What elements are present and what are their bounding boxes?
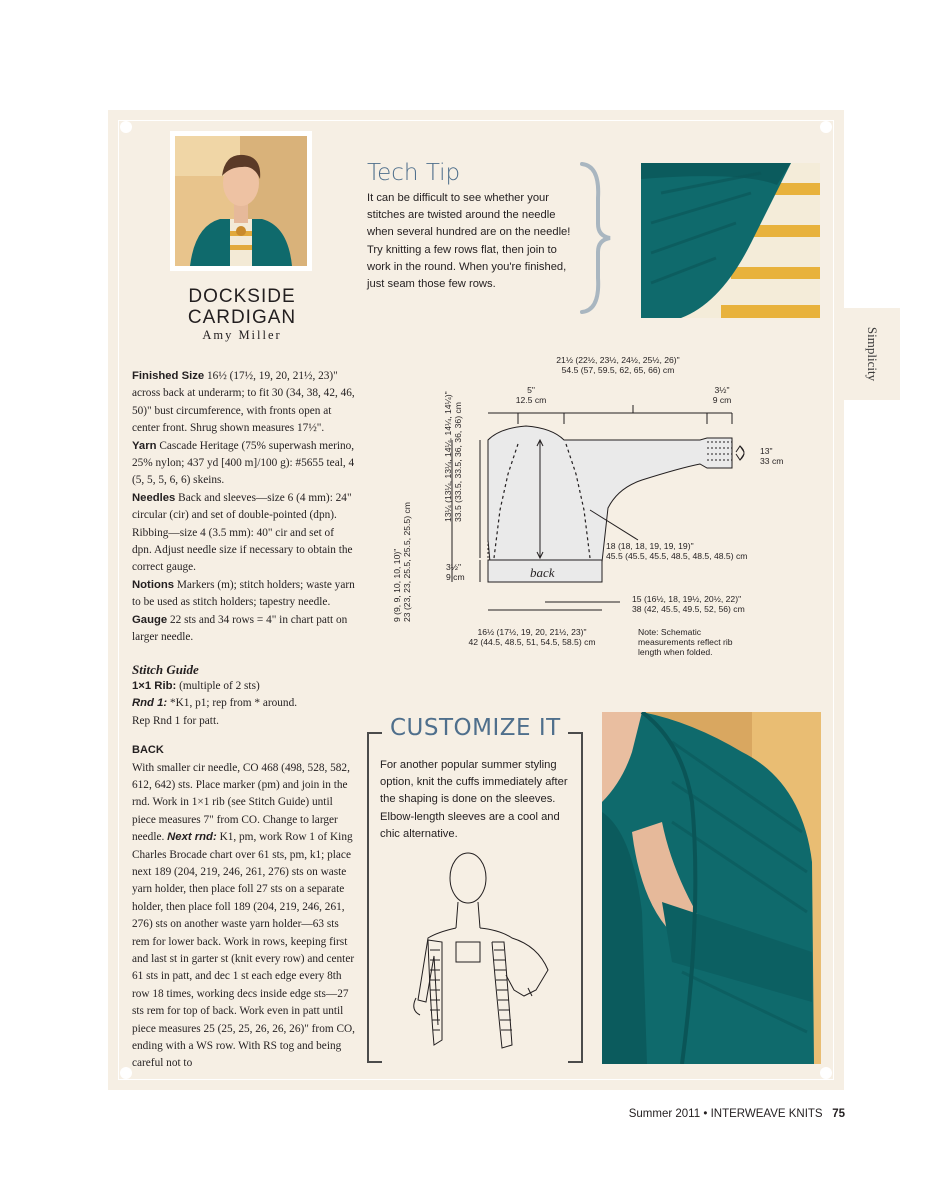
footer-bullet: • — [703, 1108, 708, 1120]
yarn-label: Yarn — [132, 439, 157, 452]
finished-size-spec — [132, 368, 356, 438]
footer-magazine: INTERWEAVE KNITS — [710, 1108, 823, 1120]
top-width-dim: 21½ (22½, 23½, 24½, 25½, 26)" 54.5 (57, 59.5, 62, 65, 66) cm — [556, 355, 680, 375]
lower-width-dim: 15 (16½, 18, 19½, 20½, 22)" 38 (42, 45.5, 49.5, 52, 56) cm — [632, 594, 745, 614]
rib-desc: (multiple of 2 sts) — [179, 679, 260, 692]
cuff-circ-dim: 13" 33 cm — [760, 446, 784, 466]
tech-tip-heading: Tech Tip — [367, 160, 461, 186]
needles-value: Back and sleeves—size 6 (4 mm): 24" circular (cir) and set of double-pointed (dpn). Ribbing—size 4 (3.5 mm): 40" cir and set of dpn. Adjust needle size if necessary to obtain the correct gauge. — [132, 491, 353, 574]
back-text-1: With smaller cir needle, CO 468 (498, 528, 582, 612, 642) sts. Place marker (pm) and join in the rnd. Work in 1×1 rib (see Stitch Guide) until piece measures 7" from CO. Change to larger needle. — [132, 761, 350, 844]
rib-label: 1×1 Rib: — [132, 679, 177, 692]
neck-dim: 5" 12.5 cm — [515, 385, 547, 405]
rep-instruction: Rep Rnd 1 for patt. — [132, 714, 219, 727]
pattern-title: DOCKSIDE CARDIGAN — [187, 286, 297, 328]
customize-body: For another popular summer styling option, knit the cuffs immediately after the shaping is done on the sleeves. Elbow-length sleeves are a cool and chic alternative. — [380, 759, 568, 840]
needles-spec — [132, 490, 356, 577]
finished-size-value: 16½ (17½, 19, 20, 21½, 23)" across back at underarm; to fit 30 (34, 38, 42, 46, 50)" bust circumference, with fronts open at center front. Shrug shown measures 17½". — [132, 370, 355, 435]
model-wearing-cardigan-photo — [602, 712, 821, 1064]
notions-value: Markers (m); stitch holders; waste yarn to be used as stitch holders; tapestry needle. — [132, 578, 355, 609]
total-height-dim: 9 (9, 9, 10, 10, 10)" 23 (23, 23, 25.5, 25.5, 25.5) cm — [392, 502, 412, 622]
gauge-value: 22 sts and 34 rows = 4" in chart patt on larger needle. — [132, 613, 348, 644]
pattern-instructions-column — [132, 368, 356, 1073]
back-piece-label: back — [530, 565, 555, 580]
curly-brace-icon — [578, 162, 614, 314]
back-instructions — [132, 760, 356, 1073]
height-dim: 13¼ (13¼, 13¼, 14¼, 14¼, 14¼)" 33.5 (33.5, 33.5, 36, 36, 36) cm — [443, 391, 463, 522]
footer-issue: Summer 2011 — [628, 1108, 701, 1120]
yarn-spec — [132, 438, 356, 490]
stitch-guide-heading: Stitch Guide — [132, 661, 199, 677]
gauge-spec — [132, 612, 356, 647]
rnd-1-text: *K1, p1; rep from * around. — [169, 697, 298, 710]
schematic-note: Note: Schematic measurements reflect rib length when folded. — [638, 627, 733, 657]
notions-spec — [132, 577, 356, 612]
rib-stitch — [132, 678, 356, 695]
pattern-author: Amy Miller — [202, 328, 282, 342]
needles-label: Needles — [132, 491, 176, 504]
tech-tip-body: It can be difficult to see whether your stitches are twisted around the needle when several hundred are on the needle! Try knitting a few rows flat, then join to work in the round. When you're finished, just seam those few rows. — [367, 192, 571, 291]
frame-corner-ornament — [820, 121, 832, 133]
rnd-1-label: Rnd 1: — [132, 697, 168, 710]
back-text-2: K1, pm, work Row 1 of King Charles Brocade chart over 61 sts, pm, k1; place next 189 (204, 219, 246, 261, 276) sts on waste yarn holder, then place foll 27 sts on a separate holder, then place foll 189 (204, 219, 246, 261, 276) sts on another waste yarn holder—63 sts rem for lower back. Work in rows, keeping first and last st in garter st (knit every row) and center 61 sts in patt, and dec 1 st each edge every 8th row 18 times, working decs inside edge sts—27 sts rem for top of back. Work even in patt until piece measures 25 (25, 25, 26, 26, 26)" from CO, ending with a WS row. With RS tog and being careful not to — [132, 831, 355, 1070]
notions-label: Notions — [132, 578, 175, 591]
frame-corner-ornament — [820, 1067, 832, 1079]
rnd-1-instruction — [132, 695, 356, 712]
customize-heading: CUSTOMIZE IT — [390, 715, 561, 741]
yarn-value: Cascade Heritage (75% superwash merino, 25% nylon; 437 yd [400 m]/100 g): #5655 teal, 4 (5, 5, 5, 6, 6) skeins. — [132, 439, 355, 487]
finished-size-label: Finished Size — [132, 370, 205, 382]
section-tab — [844, 308, 900, 400]
back-heading: BACK — [132, 744, 164, 757]
page-number: 75 — [832, 1108, 845, 1120]
frame-corner-ornament — [120, 1067, 132, 1079]
frame-corner-ornament — [120, 121, 132, 133]
sleeve-dim: 18 (18, 18, 19, 19, 19)" 45.5 (45.5, 45.5, 48.5, 48.5, 48.5) cm — [606, 541, 748, 561]
cardigan-sketch-illustration — [408, 850, 558, 1055]
gauge-label: Gauge — [132, 613, 168, 626]
cardigan-closeup-photo — [641, 163, 820, 318]
next-rnd-label: Next rnd: — [167, 831, 217, 844]
cuff-dim: 3½" 9 cm — [712, 385, 732, 405]
model-portrait-photo — [170, 131, 312, 271]
rib-height-dim: 3½" 9 cm — [446, 562, 465, 582]
bottom-width-dim: 16½ (17½, 19, 20, 21½, 23)" 42 (44.5, 48.5, 51, 54.5, 58.5) cm — [468, 627, 596, 647]
section-tab-label: Simplicity — [865, 326, 880, 382]
page-footer — [629, 1108, 845, 1120]
